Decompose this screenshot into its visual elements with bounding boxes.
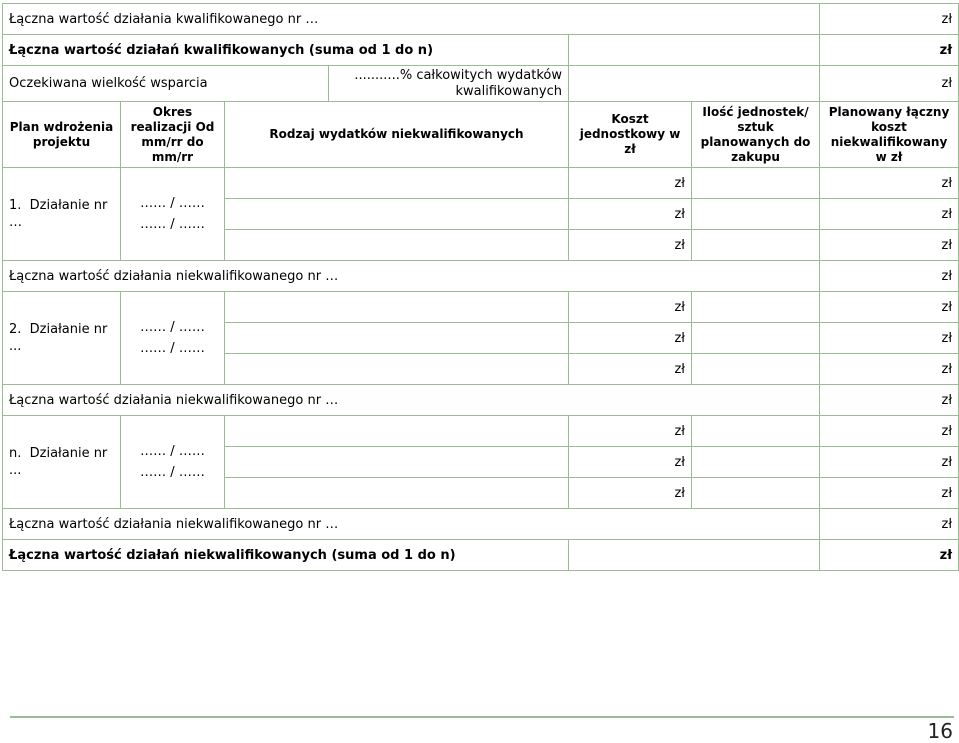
footer-divider <box>10 716 954 718</box>
quantity-cell[interactable] <box>692 292 820 323</box>
planned-total-cell[interactable]: zł <box>820 478 959 509</box>
quantity-cell[interactable] <box>692 354 820 385</box>
quantity-cell[interactable] <box>692 230 820 261</box>
total-nonqualified-action-label: Łączna wartość działania niekwalifikowanego nr … <box>3 509 820 540</box>
action-period[interactable]: …… / …… …… / …… <box>121 416 225 509</box>
header-period: Okres realizacji Od mm/rr do mm/rr <box>121 102 225 168</box>
expense-type-cell[interactable] <box>225 199 569 230</box>
unit-cost-cell[interactable]: zł <box>569 230 692 261</box>
unit-cost-cell[interactable]: zł <box>569 292 692 323</box>
action-label: n. Działanie nr ... <box>3 416 121 509</box>
total-nonqualified-action-value[interactable]: zł <box>820 261 959 292</box>
planned-total-cell[interactable]: zł <box>820 230 959 261</box>
quantity-cell[interactable] <box>692 447 820 478</box>
expense-type-cell[interactable] <box>225 354 569 385</box>
total-nonqualified-sum-value[interactable]: zł <box>820 540 959 571</box>
expense-type-cell[interactable] <box>225 416 569 447</box>
planned-total-cell[interactable]: zł <box>820 323 959 354</box>
total-qualified-action-value[interactable]: zł <box>820 4 959 35</box>
unit-cost-cell[interactable]: zł <box>569 354 692 385</box>
header-unit-cost: Koszt jednostkowy w zł <box>569 102 692 168</box>
expected-support-value[interactable]: zł <box>820 66 959 102</box>
empty-cell <box>569 540 820 571</box>
empty-cell <box>569 66 820 102</box>
action-period[interactable]: …… / …… …… / …… <box>121 292 225 385</box>
quantity-cell[interactable] <box>692 199 820 230</box>
header-plan: Plan wdrożenia projektu <box>3 102 121 168</box>
total-nonqualified-action-label: Łączna wartość działania niekwalifikowanego nr … <box>3 385 820 416</box>
header-planned-total: Planowany łączny koszt niekwalifikowany w zł <box>820 102 959 168</box>
expense-type-cell[interactable] <box>225 230 569 261</box>
action-period[interactable]: …… / …… …… / …… <box>121 168 225 261</box>
planned-total-cell[interactable]: zł <box>820 447 959 478</box>
expense-type-cell[interactable] <box>225 478 569 509</box>
percent-of-total[interactable]: ...........% całkowitych wydatków kwalifikowanych <box>329 66 569 102</box>
quantity-cell[interactable] <box>692 168 820 199</box>
total-nonqualified-action-label: Łączna wartość działania niekwalifikowanego nr … <box>3 261 820 292</box>
total-nonqualified-sum-label: Łączna wartość działań niekwalifikowanych (suma od 1 do n) <box>3 540 569 571</box>
unit-cost-cell[interactable]: zł <box>569 447 692 478</box>
total-qualified-sum-value[interactable]: zł <box>820 35 959 66</box>
total-nonqualified-action-value[interactable]: zł <box>820 385 959 416</box>
header-quantity: Ilość jednostek/ sztuk planowanych do zakupu <box>692 102 820 168</box>
unit-cost-cell[interactable]: zł <box>569 478 692 509</box>
planned-total-cell[interactable]: zł <box>820 199 959 230</box>
planned-total-cell[interactable]: zł <box>820 168 959 199</box>
quantity-cell[interactable] <box>692 478 820 509</box>
expected-support-label: Oczekiwana wielkość wsparcia <box>3 66 329 102</box>
total-qualified-sum-label: Łączna wartość działań kwalifikowanych (suma od 1 do n) <box>3 35 569 66</box>
planned-total-cell[interactable]: zł <box>820 416 959 447</box>
action-label: 2. Działanie nr ... <box>3 292 121 385</box>
action-label: 1. Działanie nr … <box>3 168 121 261</box>
planned-total-cell[interactable]: zł <box>820 354 959 385</box>
expense-type-cell[interactable] <box>225 323 569 354</box>
unit-cost-cell[interactable]: zł <box>569 168 692 199</box>
header-expense-type: Rodzaj wydatków niekwalifikowanych <box>225 102 569 168</box>
expense-type-cell[interactable] <box>225 447 569 478</box>
empty-cell <box>569 35 820 66</box>
quantity-cell[interactable] <box>692 416 820 447</box>
quantity-cell[interactable] <box>692 323 820 354</box>
unit-cost-cell[interactable]: zł <box>569 323 692 354</box>
page-number: 16 <box>927 719 953 743</box>
total-qualified-action-label: Łączna wartość działania kwalifikowanego nr … <box>3 4 820 35</box>
planned-total-cell[interactable]: zł <box>820 292 959 323</box>
unit-cost-cell[interactable]: zł <box>569 416 692 447</box>
budget-table <box>2 3 959 571</box>
total-nonqualified-action-value[interactable]: zł <box>820 509 959 540</box>
unit-cost-cell[interactable]: zł <box>569 199 692 230</box>
expense-type-cell[interactable] <box>225 168 569 199</box>
expense-type-cell[interactable] <box>225 292 569 323</box>
